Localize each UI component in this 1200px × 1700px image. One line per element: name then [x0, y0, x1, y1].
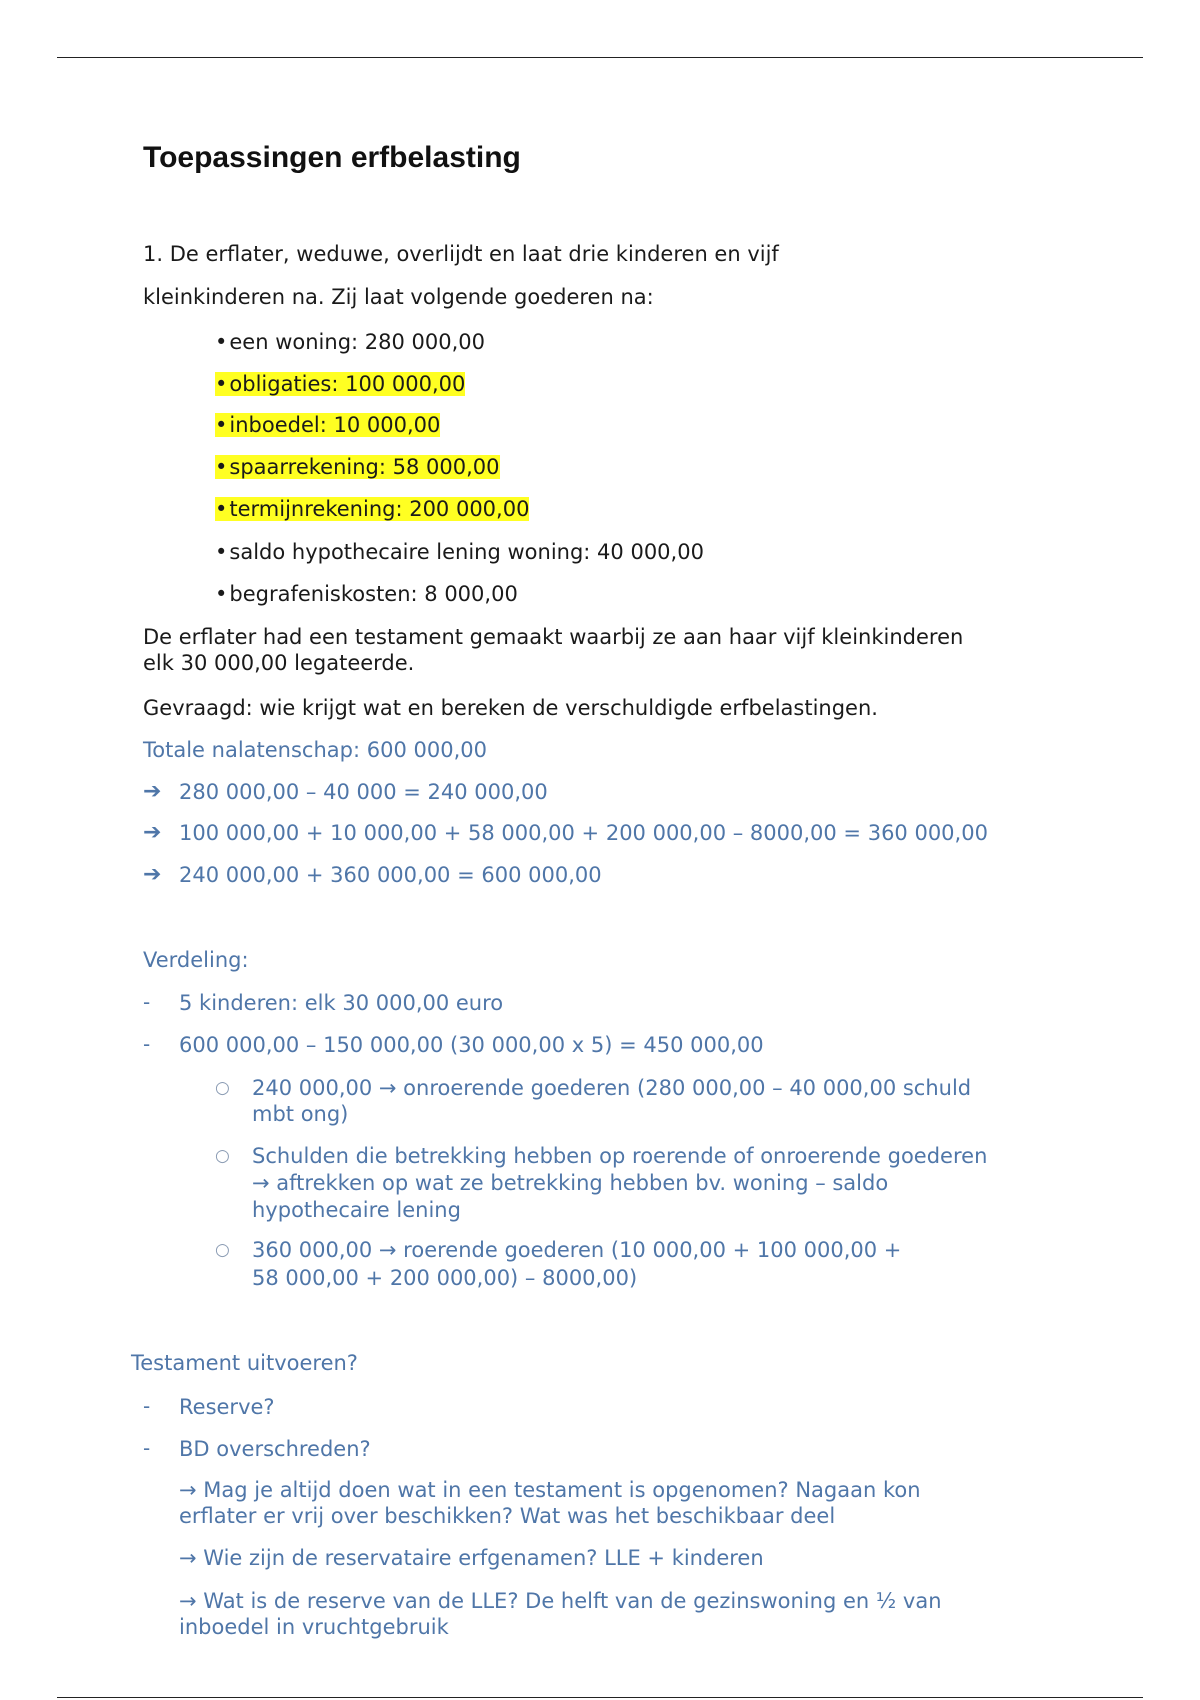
sub-item-line: mbt ong): [252, 1102, 349, 1126]
total-line: Totale nalatenschap: 600 000,00: [143, 738, 487, 762]
arrow-icon: ➔: [143, 820, 162, 845]
question-intro-line1: 1. De erflater, weduwe, overlijdt en laat drie kinderen en vijf: [143, 242, 779, 266]
note-line: → Wie zijn de reservataire erfgenamen? LLE + kinderen: [179, 1546, 764, 1570]
header-rule: [57, 57, 1143, 58]
note-line: inboedel in vruchtgebruik: [179, 1615, 449, 1639]
sub-item-line: 360 000,00 → roerende goederen (10 000,00 + 100 000,00 +: [252, 1238, 902, 1262]
sub-item-line: Schulden die betrekking hebben op roerende of onroerende goederen: [252, 1144, 988, 1168]
verdeling-item: 600 000,00 – 150 000,00 (30 000,00 x 5) = 450 000,00: [179, 1033, 764, 1057]
asked-line: Gevraagd: wie krijgt wat en bereken de verschuldigde erfbelastingen.: [143, 696, 878, 720]
note-line: → Wat is de reserve van de LLE? De helft van de gezinswoning en ½ van: [179, 1589, 942, 1613]
note-line: → Mag je altijd doen wat in een testament is opgenomen? Nagaan kon: [179, 1478, 921, 1502]
footer-rule: [57, 1697, 1143, 1698]
calc-line: 240 000,00 + 360 000,00 = 600 000,00: [179, 863, 602, 887]
sub-item-line: 240 000,00 → onroerende goederen (280 000,00 – 40 000,00 schuld: [252, 1076, 972, 1100]
dash-bullet: -: [143, 1032, 151, 1056]
note-line: erflater er vrij over beschikken? Wat was het beschikbaar deel: [179, 1504, 836, 1528]
calc-line: 100 000,00 + 10 000,00 + 58 000,00 + 200 000,00 – 8000,00 = 360 000,00: [179, 821, 988, 845]
verdeling-heading: Verdeling:: [143, 948, 249, 972]
dash-bullet: -: [143, 1394, 151, 1418]
arrow-icon: ➔: [143, 779, 162, 804]
page-title: Toepassingen erfbelasting: [143, 141, 521, 174]
verdeling-item: 5 kinderen: elk 30 000,00 euro: [179, 991, 504, 1015]
testament-line1: De erflater had een testament gemaakt waarbij ze aan haar vijf kleinkinderen: [143, 625, 964, 649]
list-item: •begrafeniskosten: 8 000,00: [215, 582, 518, 606]
circle-bullet: ○: [215, 1078, 230, 1098]
sub-item-line: 58 000,00 + 200 000,00) – 8000,00): [252, 1266, 638, 1290]
list-item: •saldo hypothecaire lening woning: 40 000,00: [215, 540, 704, 564]
question-intro-line2: kleinkinderen na. Zij laat volgende goederen na:: [143, 285, 654, 309]
sub-item-line: → aftrekken op wat ze betrekking hebben bv. woning – saldo: [252, 1171, 889, 1195]
dash-bullet: -: [143, 990, 151, 1014]
circle-bullet: ○: [215, 1240, 230, 1260]
list-item: •een woning: 280 000,00: [215, 330, 486, 354]
testament-item: Reserve?: [179, 1395, 275, 1419]
dash-bullet: -: [143, 1436, 151, 1460]
testament-line2: elk 30 000,00 legateerde.: [143, 651, 415, 675]
testament-heading: Testament uitvoeren?: [131, 1351, 358, 1375]
testament-item: BD overschreden?: [179, 1437, 371, 1461]
sub-item-line: hypothecaire lening: [252, 1198, 461, 1222]
list-item: •inboedel: 10 000,00: [215, 413, 441, 437]
arrow-icon: ➔: [143, 862, 162, 887]
list-item: •termijnrekening: 200 000,00: [215, 497, 530, 521]
calc-line: 280 000,00 – 40 000 = 240 000,00: [179, 780, 548, 804]
list-item: •spaarrekening: 58 000,00: [215, 455, 500, 479]
circle-bullet: ○: [215, 1146, 230, 1166]
list-item: •obligaties: 100 000,00: [215, 372, 466, 396]
